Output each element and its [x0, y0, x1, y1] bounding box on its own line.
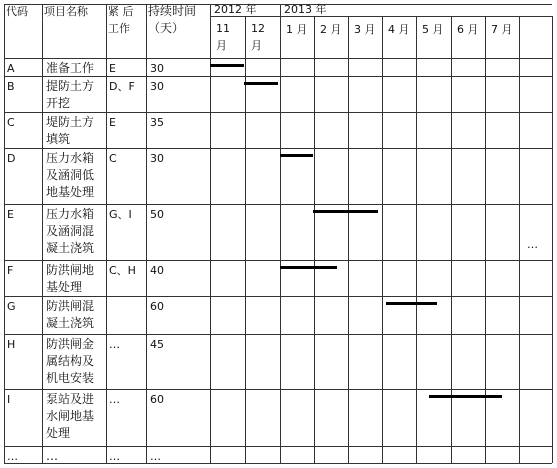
row-successor: G、I: [109, 208, 132, 221]
month-header-3: 1 月: [286, 23, 308, 36]
row-name: 压力水箱 及涵洞混 凝土浇筑: [46, 207, 95, 255]
month-header-6: 4 月: [388, 23, 410, 36]
row-duration: 45: [150, 338, 164, 351]
gantt-bar-i: [429, 395, 503, 398]
row-name: 压力水箱 及涵洞低 地基处理: [46, 151, 95, 199]
row-code: E: [7, 208, 14, 221]
grid-line-v: [4, 4, 5, 463]
row-duration: …: [150, 450, 161, 463]
row-name: 防洪闸混 凝土浇筑: [46, 299, 95, 330]
row-code: F: [7, 264, 14, 277]
row-name: 堤防土方 填筑: [46, 115, 95, 146]
row-duration: 50: [150, 208, 164, 221]
grid-line-v: [42, 4, 43, 463]
gantt-bar-f: [280, 266, 336, 269]
month-header-7: 5 月: [422, 23, 444, 36]
row-code: H: [7, 338, 16, 351]
row-duration: 60: [150, 300, 164, 313]
row-code: B: [7, 80, 15, 93]
grid-line-v: [106, 4, 107, 463]
row-successor: …: [109, 338, 120, 351]
row-duration: 30: [150, 152, 164, 165]
row-successor: C: [109, 152, 117, 165]
grid-line-h: [4, 148, 552, 149]
row-duration: 35: [150, 116, 164, 129]
row-name: 泵站及进 水闸地基 处理: [46, 392, 95, 440]
grid-line-v: [519, 16, 520, 463]
gantt-bar-d: [280, 154, 312, 157]
grid-line-h: [4, 296, 552, 297]
header-successor: 紧 后 工作: [108, 5, 134, 35]
header-year-2012: 2012 年: [214, 3, 257, 16]
grid-line-v: [552, 16, 553, 463]
grid-line-h: [4, 260, 552, 261]
row-name: 防洪闸金 属结构及 机电安装: [46, 337, 95, 385]
grid-line-h: [4, 204, 552, 205]
row-name: …: [46, 449, 58, 463]
month-header-8: 6 月: [457, 23, 479, 36]
gantt-bar-b: [244, 82, 278, 85]
gantt-bar-a: [210, 64, 244, 67]
grid-line-v: [416, 16, 417, 463]
grid-line-h: [4, 112, 552, 113]
month-header-2: 12 月: [251, 22, 265, 52]
grid-line-h: [4, 446, 552, 447]
grid-line-h: [4, 58, 552, 59]
row-successor: …: [109, 393, 120, 406]
row-code: I: [7, 393, 11, 406]
grid-line-v: [348, 16, 349, 463]
row-code: C: [7, 116, 15, 129]
continuation-ellipsis: …: [527, 238, 538, 251]
row-successor: …: [109, 450, 120, 463]
header-code: 代码: [6, 5, 28, 18]
month-header-1: 11 月: [216, 22, 230, 52]
row-successor: E: [109, 116, 116, 129]
header-name: 项目名称: [44, 5, 88, 18]
row-name: 防洪闸地 基处理: [46, 263, 95, 294]
grid-line-h: [4, 334, 552, 335]
row-name: 准备工作: [46, 61, 95, 75]
grid-line-h: [4, 389, 552, 390]
month-header-9: 7 月: [491, 23, 513, 36]
grid-line-v: [146, 4, 147, 463]
grid-line-v: [382, 16, 383, 463]
row-duration: 30: [150, 62, 164, 75]
row-code: D: [7, 152, 16, 165]
grid-line-v: [280, 4, 281, 463]
grid-line-v: [210, 4, 211, 463]
row-code: …: [7, 450, 18, 463]
row-code: A: [7, 62, 15, 75]
month-header-4: 2 月: [320, 23, 342, 36]
gantt-bar-g: [386, 302, 437, 305]
row-duration: 30: [150, 80, 164, 93]
row-successor: C、H: [109, 264, 136, 277]
header-year-2013: 2013 年: [284, 3, 327, 16]
row-code: G: [7, 300, 16, 313]
header-duration: 持续时间 （天）: [148, 4, 197, 35]
row-name: 提防土方 开挖: [46, 79, 95, 110]
month-header-5: 3 月: [354, 23, 376, 36]
grid-line-v: [314, 16, 315, 463]
row-successor: D、F: [109, 80, 135, 93]
row-successor: E: [109, 62, 116, 75]
row-duration: 60: [150, 393, 164, 406]
gantt-bar-e: [313, 210, 378, 213]
row-duration: 40: [150, 264, 164, 277]
